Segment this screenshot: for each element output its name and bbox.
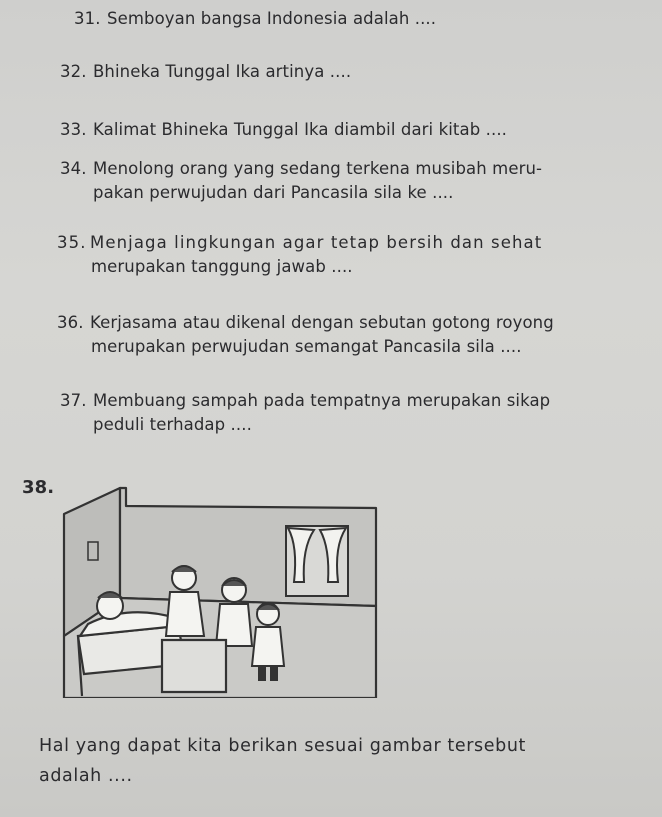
question-38-number: 38.: [22, 477, 55, 498]
question-31: [74, 7, 436, 31]
question-number: 35.: [57, 233, 87, 252]
question-37: [60, 389, 550, 437]
question-text: Bhineka Tunggal Ika artinya ....: [93, 62, 352, 81]
question-36: [57, 311, 554, 359]
question-text-continued: merupakan perwujudan semangat Pancasila sila ....: [91, 337, 522, 356]
question-number: 36.: [57, 313, 84, 332]
question-text-continued: pakan perwujudan dari Pancasila sila ke ....: [93, 183, 454, 202]
question-32: [60, 60, 351, 84]
question-text: Kerjasama atau dikenal dengan sebutan gotong royong: [90, 313, 554, 332]
question-34: [60, 157, 542, 205]
question-number: 37.: [60, 391, 87, 410]
question-38-line-2: adalah ....: [39, 766, 133, 786]
question-text-continued: peduli terhadap ....: [93, 415, 252, 434]
question-33: [60, 118, 507, 142]
question-text: Semboyan bangsa Indonesia adalah ....: [107, 9, 437, 28]
question-number: 31.: [74, 9, 101, 28]
question-number: 33.: [60, 120, 87, 139]
question-text: Membuang sampah pada tempatnya merupakan sikap: [93, 391, 551, 410]
sick-child: [97, 592, 123, 619]
bedside-table: [162, 640, 226, 692]
question-38-line-1: Hal yang dapat kita berikan sesuai gambar tersebut: [39, 736, 526, 756]
question-text: Kalimat Bhineka Tunggal Ika diambil dari kitab ....: [93, 120, 508, 139]
window: [286, 526, 348, 596]
illustration-sick-visit: [58, 486, 383, 698]
question-number: 32.: [60, 62, 87, 81]
question-38-text: [39, 731, 526, 791]
question-text: Menjaga lingkungan agar tetap bersih dan sehat: [90, 233, 543, 252]
question-text-continued: merupakan tanggung jawab ....: [91, 257, 353, 276]
question-number: 34.: [60, 159, 87, 178]
question-text: Menolong orang yang sedang terkena musibah meru-: [93, 159, 543, 178]
question-35: [57, 231, 542, 279]
